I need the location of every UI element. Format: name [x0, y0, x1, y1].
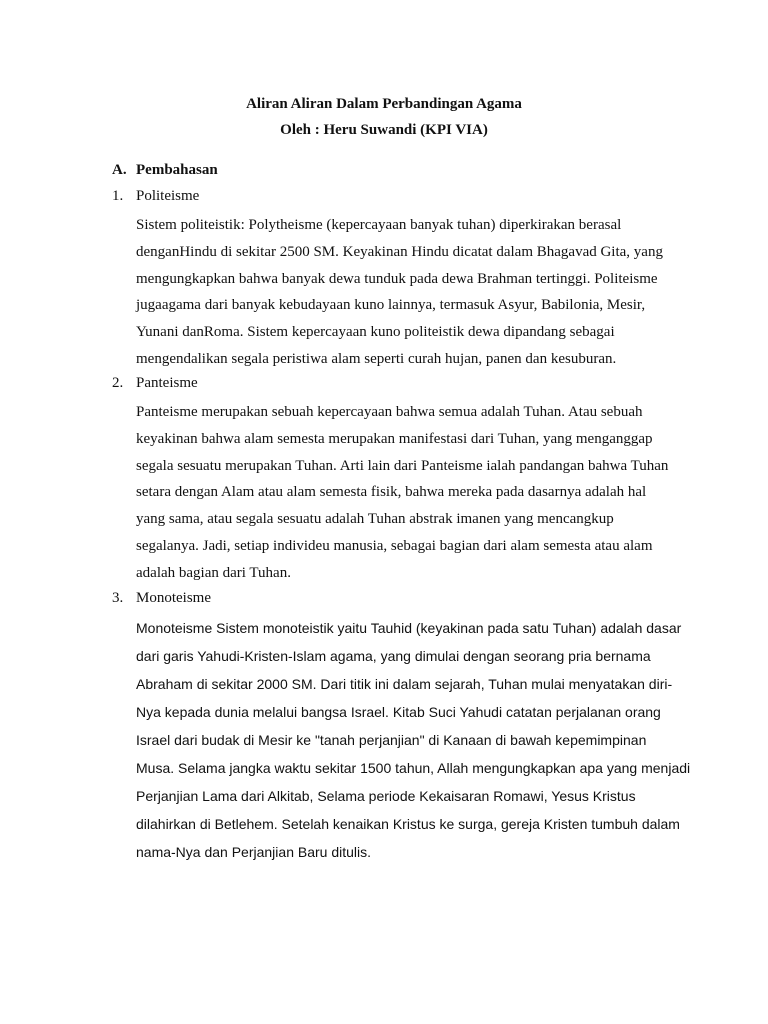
- list-item-number: 3.: [112, 590, 124, 606]
- list-item-title: Panteisme: [136, 375, 198, 391]
- list-item-title: Politeisme: [136, 188, 200, 204]
- paragraph-line: dari garis Yahudi-Kristen-Islam agama, yang dimulai dengan seorang pria bernama: [136, 648, 651, 664]
- paragraph-line: jugaagama dari banyak kebudayaan kuno lainnya, termasuk Asyur, Babilonia, Mesir,: [136, 297, 646, 314]
- paragraph-line: mengendalikan segala peristiwa alam seperti curah hujan, panen dan kesuburan.: [136, 350, 617, 367]
- list-item-number: 1.: [112, 188, 124, 204]
- paragraph-line: Perjanjian Lama dari Alkitab, Selama periode Kekaisaran Romawi, Yesus Kristus: [136, 788, 636, 804]
- list-item-heading-monoteisme: [112, 588, 211, 608]
- list-item-title: Monoteisme: [136, 590, 211, 606]
- paragraph-line: nama-Nya dan Perjanjian Baru ditulis.: [136, 844, 372, 860]
- paragraph-line: adalah bagian dari Tuhan.: [136, 564, 291, 581]
- list-item-heading-politeisme: [112, 186, 199, 206]
- document-title: Aliran Aliran Dalam Perbandingan Agama: [246, 96, 522, 112]
- document-author: Oleh : Heru Suwandi (KPI VIA): [280, 122, 488, 138]
- paragraph-line: setara dengan Alam atau alam semesta fisik, bahwa mereka pada dasarnya adalah hal: [136, 484, 647, 501]
- paragraph-line: yang sama, atau segala sesuatu adalah Tuhan abstrak imanen yang mencangkup: [136, 511, 614, 528]
- list-item-heading-panteisme: [112, 373, 198, 393]
- paragraph-line: dilahirkan di Betlehem. Setelah kenaikan Kristus ke surga, gereja Kristen tumbuh dalam: [136, 816, 680, 832]
- paragraph-line: Monoteisme Sistem monoteistik yaitu Tauhid (keyakinan pada satu Tuhan) adalah dasar: [136, 620, 682, 636]
- paragraph-line: Israel dari budak di Mesir ke "tanah perjanjian" di Kanaan di bawah kepemimpinan: [136, 732, 647, 748]
- section-heading: [112, 160, 218, 180]
- paragraph-line: segalanya. Jadi, setiap individeu manusia, sebagai bagian dari alam semesta atau alam: [136, 537, 653, 554]
- section-title: Pembahasan: [136, 162, 218, 178]
- section-letter: A.: [112, 162, 127, 178]
- list-item-number: 2.: [112, 375, 124, 391]
- paragraph-line: Yunani danRoma. Sistem kepercayaan kuno politeistik dewa dipandang sebagai: [136, 324, 615, 341]
- paragraph-line: Musa. Selama jangka waktu sekitar 1500 tahun, Allah mengungkapkan apa yang menjadi: [136, 760, 691, 776]
- paragraph-line: Panteisme merupakan sebuah kepercayaan bahwa semua adalah Tuhan. Atau sebuah: [136, 404, 643, 420]
- paragraph-panteisme: [136, 399, 688, 587]
- paragraph-line: Abraham di sekitar 2000 SM. Dari titik ini dalam sejarah, Tuhan mulai menyatakan diri-: [136, 676, 673, 692]
- paragraph-line: keyakinan bahwa alam semesta merupakan manifestasi dari Tuhan, yang menganggap: [136, 430, 653, 447]
- paragraph-line: Sistem politeistik: Polytheisme (kepercayaan banyak tuhan) diperkirakan berasal: [136, 217, 622, 233]
- paragraph-line: denganHindu di sekitar 2500 SM. Keyakinan Hindu dicatat dalam Bhagavad Gita, yang: [136, 243, 663, 260]
- paragraph-line: segala sesuatu merupakan Tuhan. Arti lain dari Panteisme ialah pandangan bahwa Tuhan: [136, 457, 669, 474]
- paragraph-politeisme: [136, 212, 688, 373]
- paragraph-monoteisme: [136, 614, 691, 866]
- paragraph-line: mengungkapkan bahwa banyak dewa tunduk pada dewa Brahman tertinggi. Politeisme: [136, 270, 658, 287]
- paragraph-line: Nya kepada dunia melalui bangsa Israel. Kitab Suci Yahudi catatan perjalanan orang: [136, 704, 661, 720]
